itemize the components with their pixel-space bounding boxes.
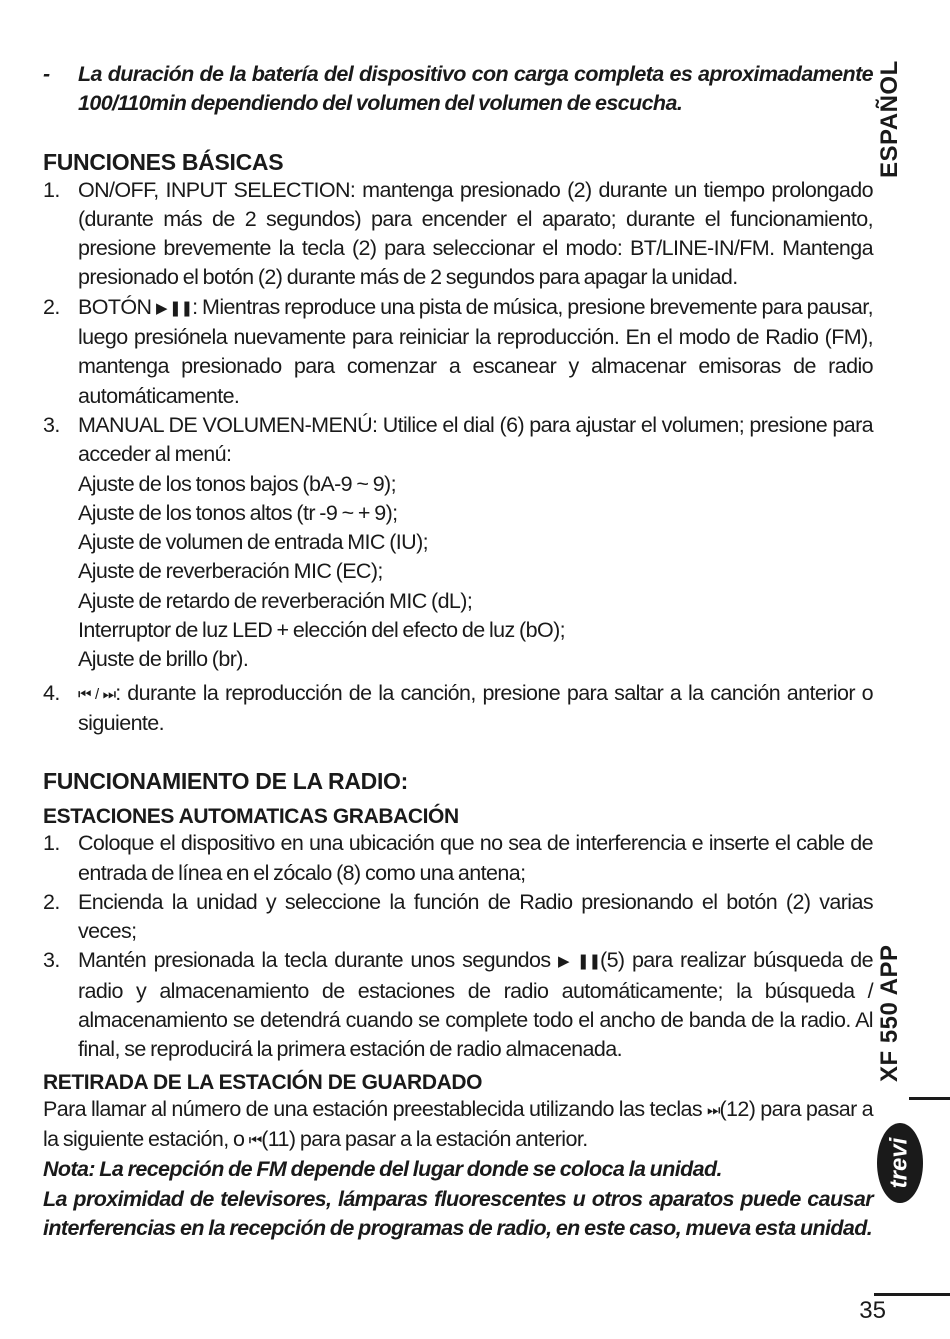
menu-entry: Ajuste de volumen de entrada MIC (IU);	[78, 530, 429, 555]
item-body: : Mientras reproduce una pista de música, presione brevemente para pausar, luego presiónela nuevamente para reiniciar la reproducción. En el modo de Radio (FM), mantenga presionado para comenzar a escanear y almacenar emisoras de radio automáticamente.	[78, 294, 873, 408]
item-text	[78, 679, 873, 739]
item-number: 1.	[43, 831, 60, 856]
list-item	[43, 679, 873, 739]
recall-paragraph	[43, 1095, 873, 1156]
item-text: ON/OFF, INPUT SELECTION: mantenga presionado (2) durante un tiempo prolongado (durante más de 2 segundos) para encender el aparato; durante el funcionamiento, presione brevemente la tecla (2) para seleccionar el modo: BT/LINE-IN/FM. Mantenga presionado el botón (2) durante más de 2 segundos para apagar la unidad.	[78, 177, 873, 290]
menu-entry: Ajuste de los tonos altos (tr -9 ~ + 9);	[78, 500, 398, 525]
menu-entry: Ajuste de reverberación MIC (EC);	[78, 559, 383, 584]
previous-track-icon: ⏮	[248, 1131, 262, 1149]
play-pause-icon: ▶ ❚❚	[155, 299, 193, 317]
list-item	[43, 176, 873, 293]
item-body: : durante la reproducción de la canción, presione para saltar a la canción anterior o siguiente.	[78, 680, 873, 735]
section-heading-basic: FUNCIONES BÁSICAS	[43, 148, 284, 175]
trevi-logo	[874, 1120, 926, 1206]
dash-marker: -	[43, 62, 50, 86]
item-text: Coloque el dispositivo en una ubicación que no sea de interferencia e inserte el cable de entrada de línea en el zócalo (8) como una antena;	[78, 831, 873, 885]
item-prefix: BOTÓN	[78, 294, 156, 319]
recall-text-1: Para llamar al número de una estación preestablecida utilizando las teclas	[43, 1096, 707, 1121]
section-heading-radio: FUNCIONAMIENTO DE LA RADIO:	[43, 768, 408, 795]
footer-rule	[874, 1293, 950, 1296]
model-tab: XF 550 APP	[876, 944, 903, 1082]
next-track-icon: ⏭	[706, 1101, 720, 1119]
model-rule	[909, 1097, 950, 1100]
list-item	[43, 411, 873, 675]
menu-entry: Ajuste de retardo de reverberación MIC (dL);	[78, 588, 473, 613]
battery-note	[43, 60, 873, 119]
menu-entry: Interruptor de luz LED + elección del efecto de luz (bO);	[78, 618, 566, 643]
logo-wordmark: trevi	[885, 1137, 913, 1189]
item-number: 1.	[43, 177, 60, 202]
list-item	[43, 829, 873, 888]
list-item	[43, 946, 873, 1064]
item-number: 4.	[43, 680, 60, 705]
item-number: 2.	[43, 889, 60, 914]
item-text	[78, 946, 873, 1064]
fm-note: Nota: La recepción de FM depende del lugar donde se coloca la unidad.	[43, 1157, 722, 1182]
play-pause-icon: ▶ ❚❚	[558, 953, 601, 971]
recall-text-3: (11) para pasar a la estación anterior.	[261, 1126, 588, 1151]
item-text	[78, 293, 873, 411]
item-prefix: Mantén presionada la tecla durante unos segundos	[78, 948, 559, 973]
battery-note-text: La duración de la batería del dispositivo con carga completa es aproximadamente 100/110min dependiendo del volumen del volumen de escucha.	[78, 62, 873, 116]
recall-text-2: (12) para pasar a la siguiente estación, o	[43, 1096, 873, 1151]
prev-next-icon: ⏮ / ⏭	[78, 685, 116, 703]
subheading-recall: RETIRADA DE LA ESTACIÓN DE GUARDADO	[43, 1070, 483, 1094]
subheading-auto-stations: ESTACIONES AUTOMATICAS GRABACIÓN	[43, 805, 459, 829]
item-number: 3.	[43, 412, 60, 437]
item-text: Encienda la unidad y seleccione la función de Radio presionando el botón (2) varias veces;	[78, 889, 873, 944]
language-tab: ESPAÑOL	[876, 60, 903, 178]
basic-list	[43, 176, 873, 739]
radio-list	[43, 829, 873, 1064]
item-body: MANUAL DE VOLUMEN-MENÚ: Utilice el dial (6) para ajustar el volumen; presione para acceder al menú:	[78, 412, 873, 467]
menu-entry: Ajuste de los tonos bajos (bA-9 ~ 9);	[78, 471, 396, 496]
item-text	[78, 411, 873, 675]
interference-note: La proximidad de televisores, lámparas fluorescentes u otros aparatos puede causar interferencias en la recepción de programas de radio, en este caso, mueva esta unidad.	[43, 1186, 873, 1240]
page-number: 35	[859, 1297, 886, 1324]
item-number: 3.	[43, 948, 60, 973]
list-item	[43, 888, 873, 947]
page-content	[43, 60, 873, 1243]
list-item	[43, 293, 873, 411]
menu-entry: Ajuste de brillo (br).	[78, 647, 249, 672]
item-number: 2.	[43, 294, 60, 319]
item-body: (5) para realizar búsqueda de radio y almacenamiento de estaciones de radio automáticamente; la búsqueda / almacenamiento se detendrá cuando se complete todo el ancho de banda de la radio. Al final, se reproducirá la primera estación de radio almacenada.	[78, 948, 873, 1062]
